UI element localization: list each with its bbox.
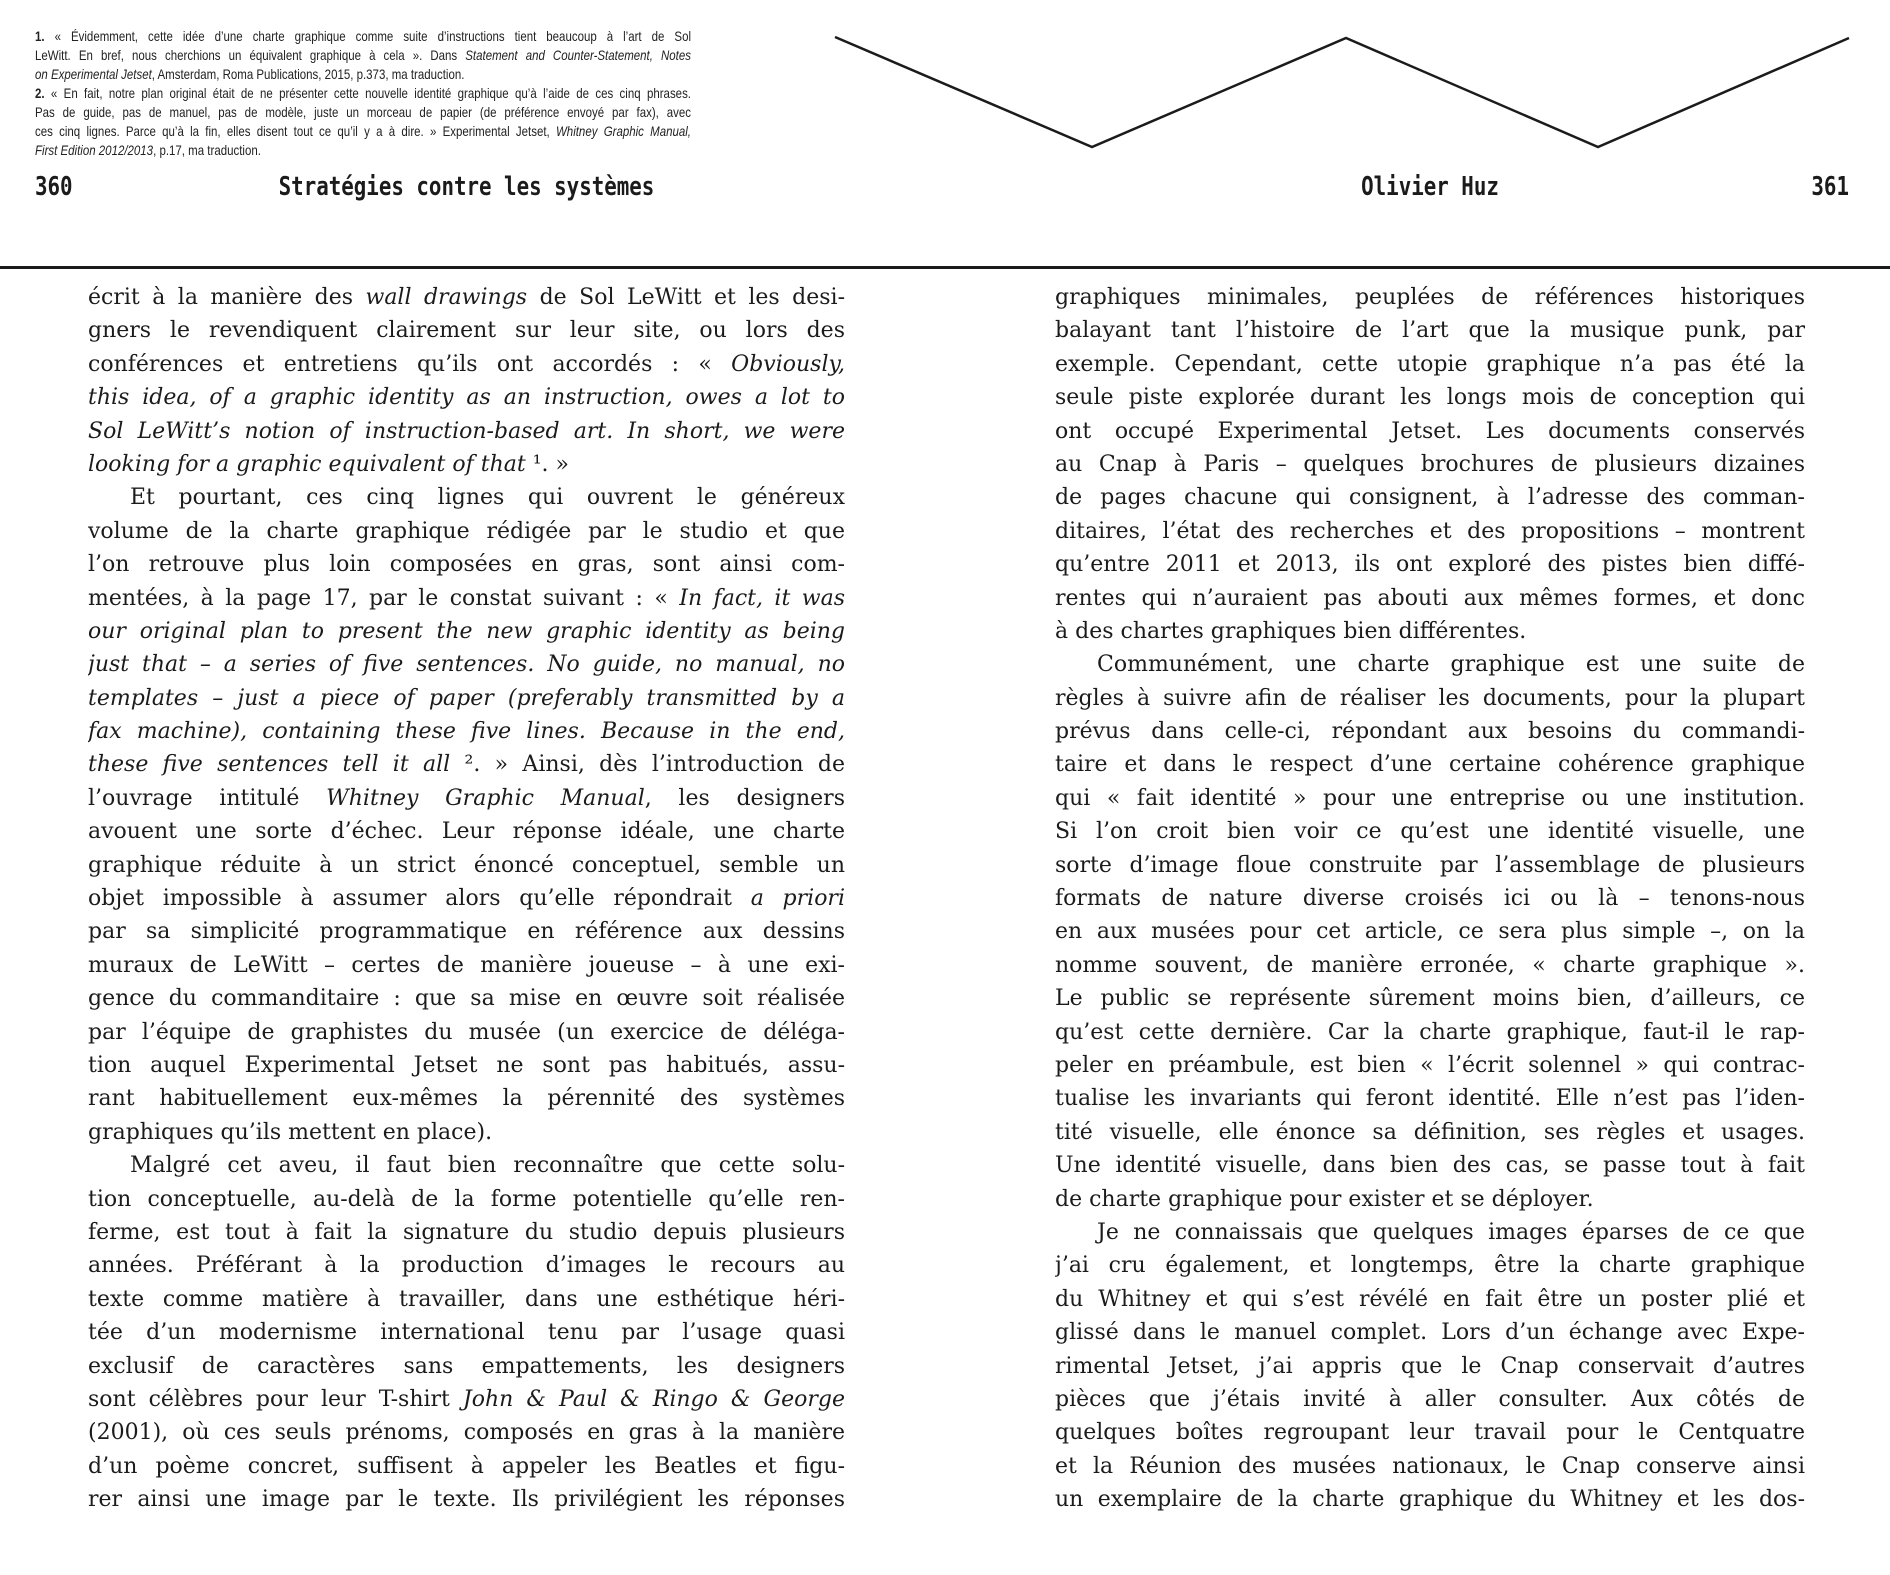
zigzag-polyline [835,37,1849,147]
text-line: just that – a series of five sentences. No guide, no manual, no [88,652,845,678]
text-line: l’on retrouve plus loin composées en gras, sont ainsi com- [88,552,845,578]
text-line: fax machine), containing these five lines. Because in the end, [88,719,845,745]
header-rule [0,266,1890,269]
body-column-left [88,281,845,1516]
text-line: d’un poème concret, suffisent à appeler les Beatles et figu- [88,1453,845,1479]
text-line: pièces que j’étais invité à aller consulter. Aux côtés de [1055,1386,1805,1412]
text-line: Je ne connaissais que quelques images éparses de ce que [1097,1219,1805,1245]
text-line: règles à suivre afin de réaliser les documents, pour la plupart [1055,685,1805,711]
text-line: rant habituellement eux-mêmes la pérennité des systèmes [88,1086,845,1112]
text-line: l’ouvrage intitulé Whitney Graphic Manual, les designers [88,785,845,811]
text-line: graphiques minimales, peuplées de références historiques [1055,285,1805,310]
text-line: our original plan to present the new graphic identity as being [88,618,845,644]
text-line: 1. « Évidemment, cette idée d’une charte graphique comme suite d’instructions tient beaucoup à l’art de Sol [35,28,691,44]
text-line: these five sentences tell it all ². » Ainsi, dès l’introduction de [88,752,845,778]
text-line: de pages chacune qui consignent, à l’adresse des comman- [1055,485,1805,511]
text-line: en aux musées pour cet article, ce sera plus simple –, on la [1055,919,1805,945]
text-line: tée d’un modernisme international tenu par l’usage quasi [88,1320,845,1346]
text-line: gners le revendiquent clairement sur leur site, ou lors des [88,318,845,344]
text-line: à des chartes graphiques bien différentes. [1055,618,1527,644]
text-line: de charte graphique pour exister et se déployer. [1055,1186,1594,1212]
text-line: nomme souvent, de manière erronée, « charte graphique ». [1055,952,1805,978]
text-line: balayant tant l’histoire de l’art que la musique punk, par [1055,318,1805,344]
text-line: Pas de guide, pas de manuel, pas de modèle, juste un morceau de papier (de préférence envoyé par fax), avec [35,104,691,120]
text-line: sont célèbres pour leur T-shirt John & Paul & Ringo & George [88,1386,845,1412]
running-title-left: Stratégies contre les systèmes [278,172,655,202]
text-line: volume de la charte graphique rédigée par le studio et que [88,518,845,544]
text-line: Communément, une charte graphique est une suite de [1097,652,1805,678]
text-line: formats de nature diverse croisés ici ou là – tenons-nous [1055,886,1805,912]
text-line: ditaires, l’état des recherches et des propositions – montrent [1055,518,1805,544]
text-line: qu’entre 2011 et 2013, ils ont exploré des pistes bien diffé- [1055,552,1805,578]
text-line: années. Préférant à la production d’images le recours au [88,1253,845,1279]
text-line: 2. « En fait, notre plan original était de ne présenter cette nouvelle identité graphique qu’à l’aide de ces cinq phrases. [35,85,691,101]
text-line: du Whitney et qui s’est révélé en fait être un poster plié et [1055,1286,1805,1312]
text-line: mentées, à la page 17, par le constat suivant : « In fact, it was [88,585,845,611]
text-line: on Experimental Jetset, Amsterdam, Roma Publications, 2015, p.373, ma traduction. [35,66,465,82]
text-line: rer ainsi une image par le texte. Ils privilégient les réponses [88,1487,845,1513]
text-line: ont occupé Experimental Jetset. Les documents conservés [1055,418,1805,444]
text-line: (2001), où ces seuls prénoms, composés en gras à la manière [88,1420,845,1446]
zigzag-line [0,0,1890,170]
text-line: First Edition 2012/2013, p.17, ma traduction. [35,142,261,158]
body-column-right [1055,281,1805,1516]
text-line: écrit à la manière des wall drawings de Sol LeWitt et les desi- [88,285,845,310]
text-line: et la Réunion des musées nationaux, le Cnap conserve ainsi [1055,1453,1805,1479]
text-line: tité visuelle, elle énonce sa définition, ses règles et usages. [1055,1119,1805,1145]
text-line: LeWitt. En bref, nous cherchions un équivalent graphique à cela ». Dans Statement and Counter-Statement, Notes [35,47,691,63]
text-line: seule piste explorée durant les longs mois de conception qui [1055,385,1805,411]
text-line: rimental Jetset, j’ai appris que le Cnap conservait d’autres [1055,1353,1805,1379]
text-line: Et pourtant, ces cinq lignes qui ouvrent le généreux [130,485,845,511]
text-line: texte comme matière à travailler, dans une esthétique héri- [88,1286,845,1312]
text-line: avouent une sorte d’échec. Leur réponse idéale, une charte [88,819,845,845]
page-number-left: 360 [35,172,73,202]
text-line: tion auquel Experimental Jetset ne sont pas habitués, assu- [88,1052,845,1078]
text-line: tualise les invariants qui feront identité. Elle n’est pas l’iden- [1055,1086,1805,1112]
text-line: prévus dans celle-ci, répondant aux besoins du commandi- [1055,719,1805,745]
text-line: quelques boîtes regroupant leur travail pour le Centquatre [1055,1420,1805,1446]
text-line: qui « fait identité » pour une entreprise ou une institution. [1055,785,1805,811]
text-line: conférences et entretiens qu’ils ont accordés : « Obviously, [88,351,845,377]
text-line: j’ai cru également, et longtemps, être la charte graphique [1055,1253,1805,1279]
text-line: graphique réduite à un strict énoncé conceptuel, semble un [88,852,845,878]
text-line: au Cnap à Paris – quelques brochures de plusieurs dizaines [1055,451,1805,477]
text-line: muraux de LeWitt – certes de manière joueuse – à une exi- [88,952,845,978]
text-line: graphiques qu’ils mettent en place). [88,1119,493,1145]
page-number-right: 361 [1811,172,1849,202]
text-line: ces cinq lignes. Parce qu’à la fin, elles disent tout ce qu’il y a à dire. » Experimental Jetset, Whitney Graphic Manual, [35,123,691,139]
text-line: this idea, of a graphic identity as an instruction, owes a lot to [88,385,845,411]
text-line: tion conceptuelle, au-delà de la forme potentielle qu’elle ren- [88,1186,845,1212]
text-line: looking for a graphic equivalent of that ¹. » [88,451,569,477]
text-line: exclusif de caractères sans empattements, les designers [88,1353,845,1379]
text-line: glissé dans le manuel complet. Lors d’un échange avec Expe- [1055,1320,1805,1346]
text-line: Sol LeWitt’s notion of instruction-based art. In short, we were [88,418,845,444]
text-line: Le public se représente sûrement moins bien, d’ailleurs, ce [1055,986,1805,1012]
text-line: Malgré cet aveu, il faut bien reconnaître que cette solu- [130,1153,845,1179]
running-title-right: Olivier Huz [1361,172,1499,202]
text-line: sorte d’image floue construite par l’assemblage de plusieurs [1055,852,1805,878]
text-line: ferme, est tout à fait la signature du studio depuis plusieurs [88,1219,845,1245]
text-line: par sa simplicité programmatique en référence aux dessins [88,919,845,945]
text-line: qu’est cette dernière. Car la charte graphique, faut-il le rap- [1055,1019,1805,1045]
text-line: exemple. Cependant, cette utopie graphique n’a pas été la [1055,351,1805,377]
text-line: templates – just a piece of paper (preferably transmitted by a [88,685,845,711]
text-line: un exemplaire de la charte graphique du Whitney et les dos- [1055,1487,1805,1513]
text-line: objet impossible à assumer alors qu’elle répondrait a priori [88,886,845,912]
running-head [0,172,1890,202]
text-line: Si l’on croit bien voir ce qu’est une identité visuelle, une [1055,819,1805,845]
text-line: rentes qui n’auraient pas abouti aux mêmes formes, et donc [1055,585,1805,611]
text-line: Une identité visuelle, dans bien des cas, se passe tout à fait [1055,1153,1805,1179]
text-line: par l’équipe de graphistes du musée (un exercice de déléga- [88,1019,845,1045]
text-line: taire et dans le respect d’une certaine cohérence graphique [1055,752,1805,778]
text-line: gence du commanditaire : que sa mise en œuvre soit réalisée [88,986,845,1012]
text-line: peler en préambule, est bien « l’écrit solennel » qui contrac- [1055,1052,1805,1078]
